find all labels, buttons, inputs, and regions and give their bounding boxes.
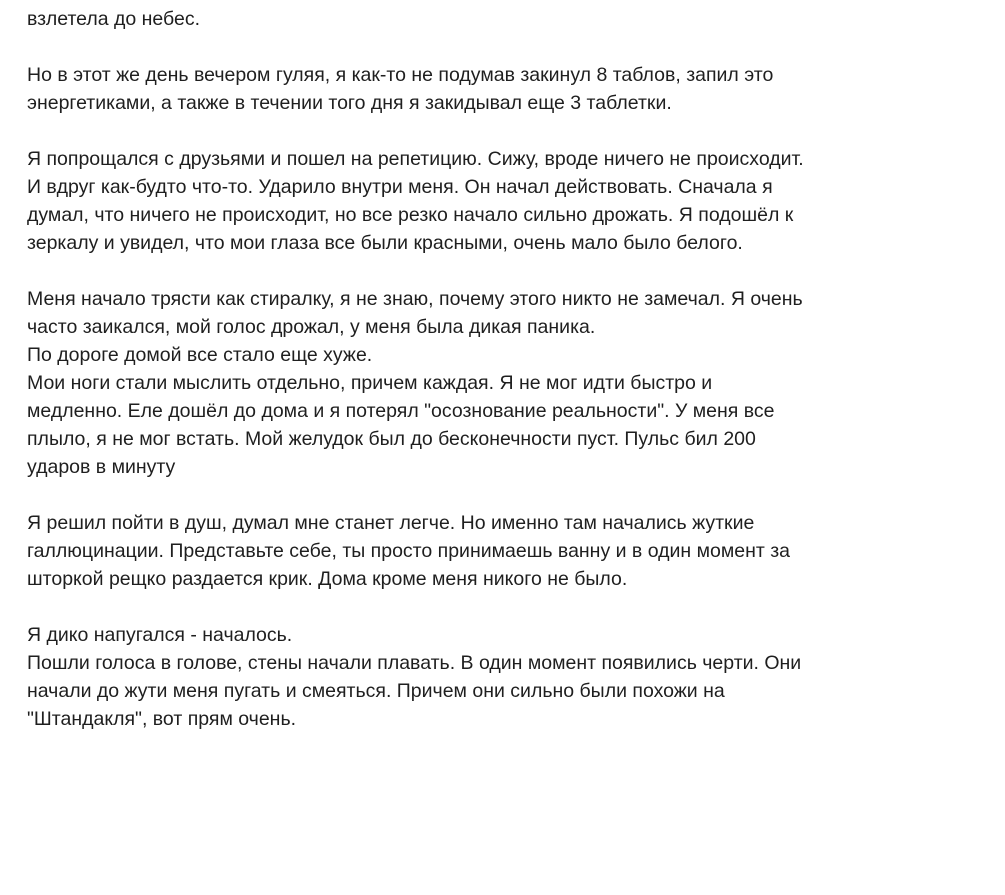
text-line: плыло, я не мог встать. Мой желудок был до бесконечности пуст. Пульс бил 200 — [27, 428, 756, 450]
article-body — [27, 5, 987, 761]
text-line: По дороге домой все стало еще хуже. — [27, 344, 373, 366]
text-line: Пошли голоса в голове, стены начали плавать. В один момент появились черти. Они — [27, 652, 802, 674]
text-line: ударов в минуту — [27, 456, 176, 478]
text-line: "Штандакля", вот прям очень. — [27, 708, 297, 730]
text-line: Но в этот же день вечером гуляя, я как-то не подумав закинул 8 таблов, запил это — [27, 64, 774, 86]
text-line: энергетиками, а также в течении того дня я закидывал еще 3 таблетки. — [27, 92, 672, 114]
paragraph — [27, 5, 987, 33]
text-line: Я дико напугался - началось. — [27, 624, 293, 646]
paragraph — [27, 61, 987, 117]
text-line: начали до жути меня пугать и смеяться. Причем они сильно были похожи на — [27, 680, 725, 702]
text-line: И вдруг как-будто что-то. Ударило внутри меня. Он начал действовать. Сначала я — [27, 176, 773, 198]
text-line: зеркалу и увидел, что мои глаза все были красными, очень мало было белого. — [27, 232, 743, 254]
text-line: Мои ноги стали мыслить отдельно, причем каждая. Я не мог идти быстро и — [27, 372, 713, 394]
text-line: думал, что ничего не происходит, но все резко начало сильно дрожать. Я подошёл к — [27, 204, 794, 226]
paragraph — [27, 509, 987, 593]
text-line: галлюцинации. Представьте себе, ты просто принимаешь ванну и в один момент за — [27, 540, 790, 562]
paragraph — [27, 621, 987, 733]
paragraph — [27, 285, 987, 481]
text-line: Меня начало трясти как стиралку, я не знаю, почему этого никто не замечал. Я очень — [27, 288, 803, 310]
text-line: часто заикался, мой голос дрожал, у меня была дикая паника. — [27, 316, 596, 338]
text-line: шторкой рещко раздается крик. Дома кроме меня никого не было. — [27, 568, 628, 590]
text-line: Я решил пойти в душ, думал мне станет легче. Но именно там начались жуткие — [27, 512, 755, 534]
text-line: Я попрощался с друзьями и пошел на репетицию. Сижу, вроде ничего не происходит. — [27, 148, 804, 170]
text-line: взлетела до небес. — [27, 8, 200, 30]
paragraph — [27, 145, 987, 257]
text-line: медленно. Еле дошёл до дома и я потерял "осознование реальности". У меня все — [27, 400, 775, 422]
